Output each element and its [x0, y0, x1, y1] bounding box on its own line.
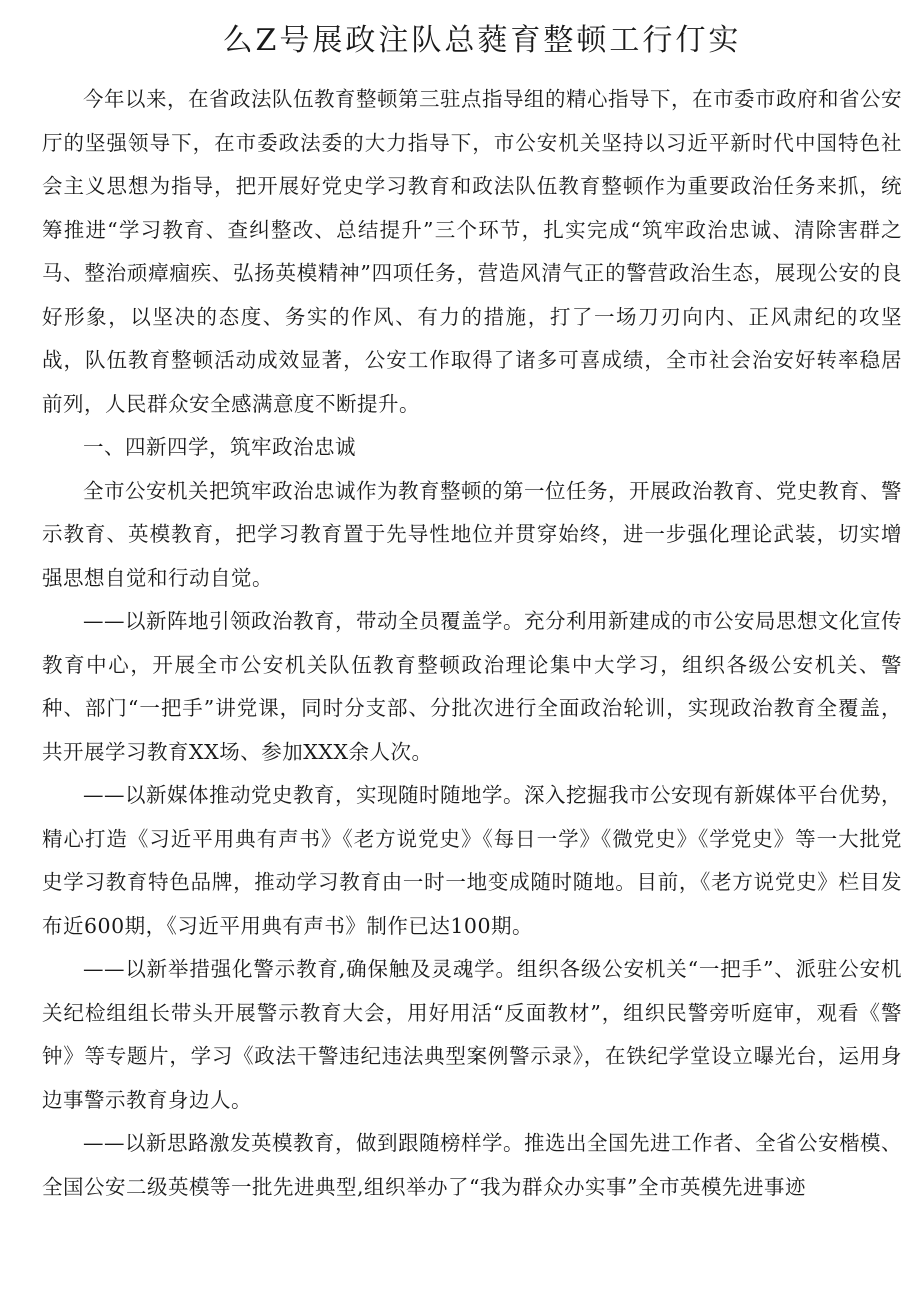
document-title: 么Z号展政注队总蕤育整顿工行仃实 [222, 23, 742, 58]
section-heading: 一、四新四学，筑牢政治忠诚 [83, 435, 356, 459]
body-paragraph: ——以新举措强化警示教育,确保触及灵魂学。组织各级公安机关“一把手”、派驻公安机关纪检组组长带头开展警示教育大会，用好用活“反面教材”，组织民警旁听庭审，观看《警钟》等专题片，学习《政法干警违纪违法典型案例警示录》，在铁纪学堂设立曝光台，运用身边事警示教育身边人。 [42, 957, 902, 1112]
document-body [42, 78, 902, 1209]
body-paragraph: 今年以来，在省政法队伍教育整顿第三驻点指导组的精心指导下，在市委市政府和省公安厅的坚强领导下，在市委政法委的大力指导下，市公安机关坚持以习近平新时代中国特色社会主义思想为指导，把开展好党史学习教育和政法队伍教育整顿作为重要政治任务来抓，统筹推进“学习教育、查纠整改、总结提升”三个环节，扎实完成“筑牢政治忠诚、清除害群之马、整治顽瘴痼疾、弘扬英模精神”四项任务，营造风清气正的警营政治生态，展现公安的良好形象，以坚决的态度、务实的作风、有力的措施，打了一场刀刃向内、正风肃纪的攻坚战，队伍教育整顿活动成效显著，公安工作取得了诸多可喜成绩，全市社会治安好转率稳居前列，人民群众安全感满意度不断提升。 [42, 87, 902, 416]
body-paragraph: ——以新媒体推动党史教育，实现随时随地学。深入挖掘我市公安现有新媒体平台优势，精心打造《习近平用典有声书》《老方说党史》《每日一学》《微党史》《学党史》等一大批党史学习教育特色品牌，推动学习教育由一时一地变成随时随地。目前，《老方说党史》栏目发布近600期，《习近平用典有声书》制作已达100期。 [42, 783, 902, 938]
body-paragraph: ——以新思路激发英模教育，做到跟随榜样学。推选出全国先进工作者、全省公安楷模、全国公安二级英模等一批先进典型,组织举办了“我为群众办实事”全市英模先进事迹 [42, 1131, 902, 1199]
body-paragraph: 全市公安机关把筑牢政治忠诚作为教育整顿的第一位任务，开展政治教育、党史教育、警示教育、英模教育，把学习教育置于先导性地位并贯穿始终，进一步强化理论武装，切实增强思想自觉和行动自觉。 [42, 478, 902, 590]
body-paragraph: ——以新阵地引领政治教育，带动全员覆盖学。充分利用新建成的市公安局思想文化宣传教育中心，开展全市公安机关队伍教育整顿政治理论集中大学习，组织各级公安机关、警种、部门“一把手”讲党课，同时分支部、分批次进行全面政治轮训，实现政治教育全覆盖，共开展学习教育XX场、参加XXX余人次。 [42, 609, 902, 764]
